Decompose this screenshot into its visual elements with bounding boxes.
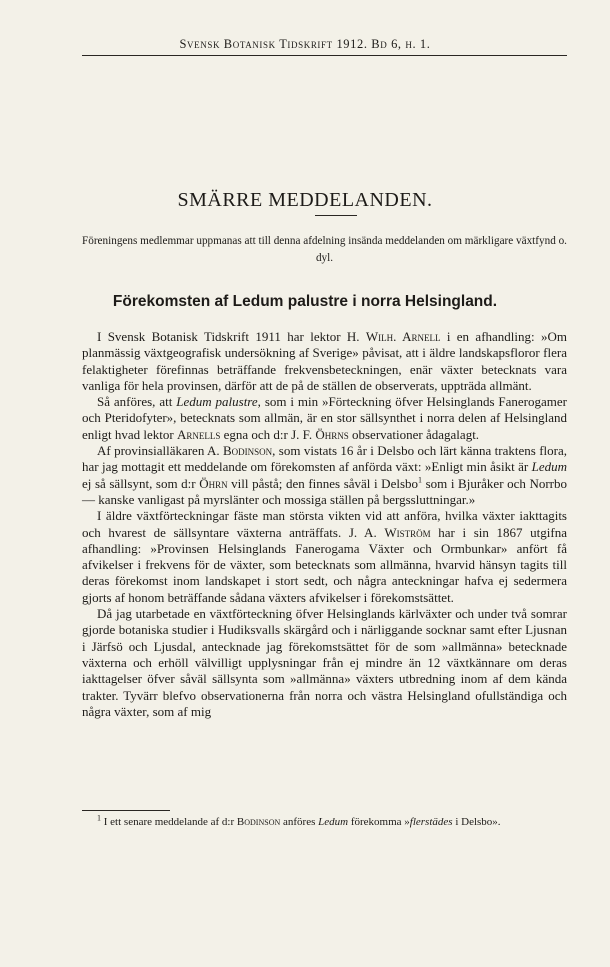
- article-body: [82, 329, 567, 720]
- text-run: Då jag utarbetade en växtförteckning öfver Helsinglands kärlväxter och under två somrar gjorde botaniska studier i Hudiksvalls skärgård och i närliggande socknar samt efter Ljusnan i Järfsö och Ljusdal, antecknade jag förekomstsättet för de som »allmänna» betecknade växterna och erhöll välvilligt upplysningar från ej mindre än 12 växtkännare om deras iakttagelser öfver såväl sällsynta som »allmänna» växters utbredning inom af dem kända trakter. Tyvärr blefvo observationerna från norra och västra Helsingland ofullständiga och några växter, som af mig: [82, 606, 567, 719]
- paragraph: [82, 394, 567, 443]
- text-run: i Delsbo».: [452, 816, 501, 828]
- text-run: flerstädes: [409, 816, 453, 828]
- paragraph: [82, 443, 567, 508]
- text-run: I Svensk Botanisk Tidskrift 1911 har lektor H.: [97, 329, 366, 344]
- header-rule: [82, 55, 567, 56]
- footnote-marker: 1: [97, 813, 101, 823]
- text-run: Ledum: [318, 816, 349, 828]
- text-run: i en afhandling: »Om planmässig växtgeografisk undersökning af Sverige» påvisat, att i äldre landskapsfloror flera felaktigheter förefinnas beträffande frekvensbeteckningen, enär växter betecknats vara vanliga för hela provinsen, därför att de på de ställen de observerats, uppträda allmänt.: [82, 329, 567, 393]
- text-run: förekomma »: [348, 816, 410, 828]
- text-run: Arnells: [176, 426, 221, 442]
- running-head: Svensk Botanisk Tidskrift 1912. Bd 6, h. 1.: [179, 37, 431, 51]
- text-run: Så anföres, att: [97, 394, 177, 410]
- section-title: SMÄRRE MEDDELANDEN.: [177, 189, 433, 212]
- text-run: som i Bjuråker och Norrbo — kanske vanligast på myrslänter och mossiga ställen på bergssluttningar.»: [82, 475, 567, 507]
- text-run: Wiström: [384, 524, 431, 540]
- text-run: egna och d:r J. F.: [220, 426, 316, 442]
- article-title: Förekomsten af Ledum palustre i norra Helsingland.: [112, 293, 498, 310]
- text-run: Bodinson: [236, 816, 281, 828]
- paragraph: [82, 606, 567, 720]
- text-run: har i sin 1867 utgifna afhandling: »Provinsen Helsinglands Fanerogama Växter och Ormbunkar» anfört få afvikelser i frekvens för de växter, som betecknats som allmänna, hvarvid hänsyn tagits till deras förekomst inom landskapet i stort sedt, och några anteckningar hafva ej sedermera gjorts af honom beträffande sådana växters afvikelser i förekomstsättet.: [82, 524, 567, 605]
- footnote-marker: 1: [418, 475, 423, 485]
- text-run: I ett senare meddelande af d:r: [101, 816, 237, 828]
- text-run: observationer ådagalagt.: [348, 426, 480, 442]
- section-intro: Föreningens medlemmar uppmanas att till denna afdelning insända meddelanden om märkligare växtfynd o. dyl.: [82, 235, 567, 264]
- text-run: I äldre växtförteckningar fäste man största vikten vid att anföra, hvilka växter iakttagits och hvarest de sällsyntare växterna anträffats. J. A.: [82, 508, 567, 540]
- footnote: [82, 815, 567, 830]
- text-run: Öhrns: [315, 426, 349, 442]
- text-run: Af provinsialläkaren A.: [97, 443, 223, 459]
- text-run: , som i min »Förteckning öfver Helsinglands Fanerogamer och Pteridofyter», betecknats som allmän, är en stor sällsynthet i norra delen af Helsingland enligt hvad lektor: [82, 394, 567, 442]
- text-run: , som vistats 16 år i Delsbo och lärt känna traktens flora, har jag mottagit ett meddelande om förekomsten af anförda växt: »Enligt min åsikt är: [82, 443, 567, 475]
- text-run: Ledum: [531, 459, 567, 475]
- title-rule: [315, 215, 357, 216]
- text-run: anföres: [280, 816, 319, 828]
- text-run: ej så sällsynt, som d:r: [82, 475, 200, 491]
- footnote-rule: [82, 810, 170, 811]
- text-run: Wilh. Arnell: [365, 329, 441, 344]
- text-run: Ledum palustre: [176, 394, 258, 410]
- paragraph: [82, 329, 567, 394]
- text-run: Bodinson: [223, 443, 273, 459]
- text-run: vill påstå; den finnes såväl i Delsbo: [227, 475, 419, 491]
- text-run: Öhrn: [199, 475, 228, 491]
- paragraph: [82, 508, 567, 606]
